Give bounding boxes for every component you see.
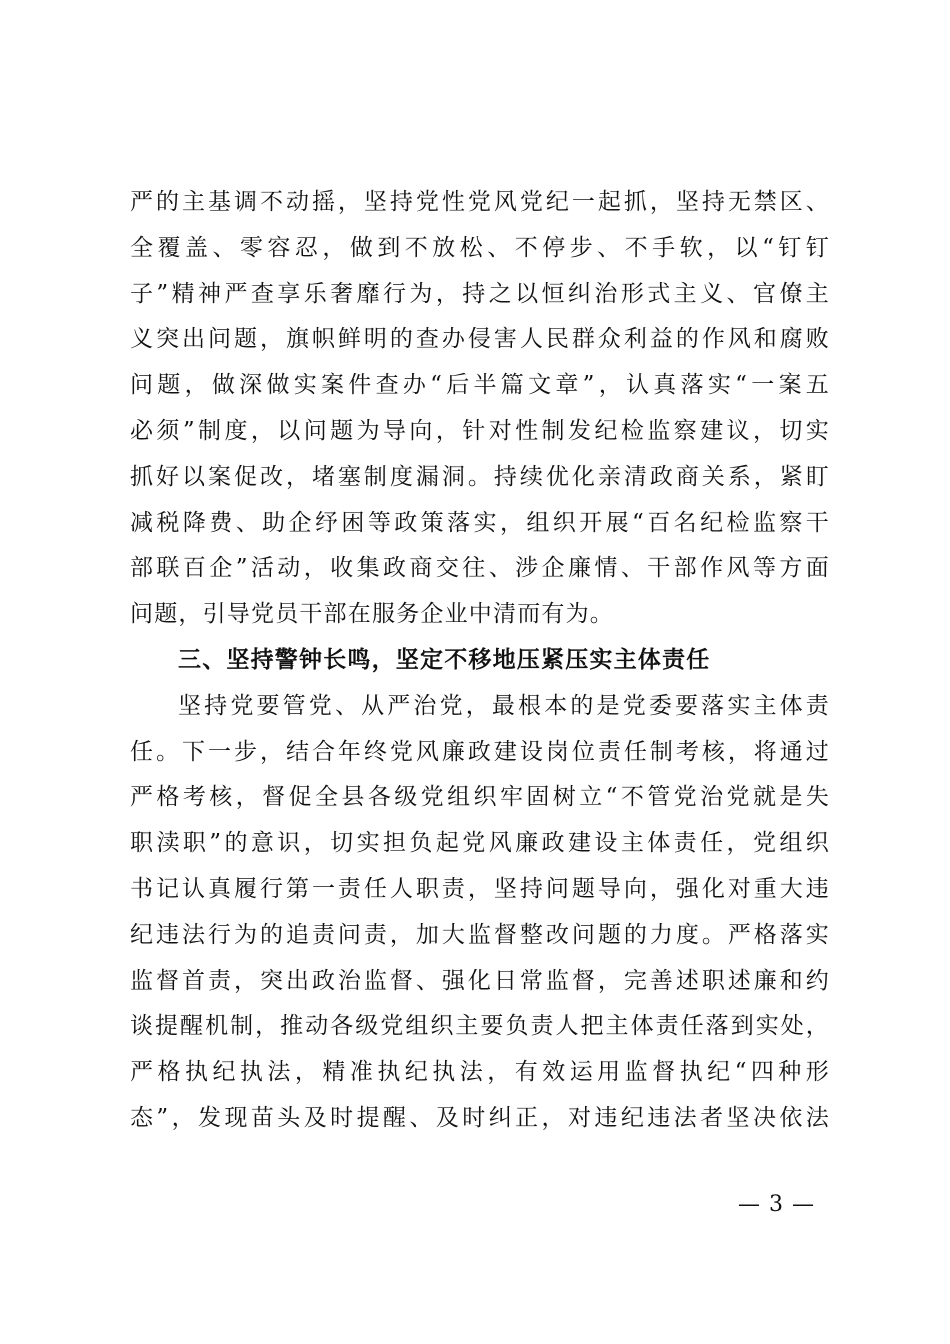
text-line: 谈提醒机制，推动各级党组织主要负责人把主体责任落到实处， [130,1013,830,1040]
text-line: 义突出问题，旗帜鲜明的查办侵害人民群众利益的作风和腐败 [130,326,830,353]
section-heading: 三、坚持警钟长鸣，坚定不移地压紧压实主体责任 [178,646,711,673]
text-line: 职渎职”的意识，切实担负起党风廉政建设主体责任，党组织 [130,830,830,857]
text-line: 监督首责，突出政治监督、强化日常监督，完善述职述廉和约 [130,967,830,994]
page-number: — 3 — [738,1192,815,1217]
text-line: 任。下一步，结合年终党风廉政建设岗位责任制考核，将通过 [130,738,830,765]
text-line: 减税降费、助企纾困等政策落实，组织开展“百名纪检监察干 [130,509,830,536]
text-line: 书记认真履行第一责任人职责，坚持问题导向，强化对重大违 [130,875,830,902]
text-line: 纪违法行为的追责问责，加大监督整改问题的力度。严格落实 [130,921,830,948]
text-line: 部联百企”活动，收集政商交往、涉企廉情、干部作风等方面 [130,555,830,582]
document-body [130,180,830,1142]
text-line: 必须”制度，以问题为导向，针对性制发纪检监察建议，切实 [130,417,830,444]
text-line: 态”，发现苗头及时提醒、及时纠正，对违纪违法者坚决依法 [130,1104,830,1131]
text-line: 坚持党要管党、从严治党，最根本的是党委要落实主体责 [178,692,830,719]
text-line: 抓好以案促改，堵塞制度漏洞。持续优化亲清政商关系，紧盯 [130,463,830,490]
text-line: 严格考核，督促全县各级党组织牢固树立“不管党治党就是失 [130,784,830,811]
text-line: 全覆盖、零容忍，做到不放松、不停步、不手软，以“钉钉 [130,234,830,261]
text-line: 严的主基调不动摇，坚持党性党风党纪一起抓，坚持无禁区、 [130,189,830,215]
text-line: 问题，做深做实案件查办“后半篇文章”，认真落实“一案五 [130,372,830,399]
text-line: 问题，引导党员干部在服务企业中清而有为。 [130,601,614,628]
text-line: 严格执纪执法，精准执纪执法，有效运用监督执纪“四种形 [130,1059,830,1086]
text-line: 子”精神严查享乐奢靡行为，持之以恒纠治形式主义、官僚主 [130,280,830,307]
